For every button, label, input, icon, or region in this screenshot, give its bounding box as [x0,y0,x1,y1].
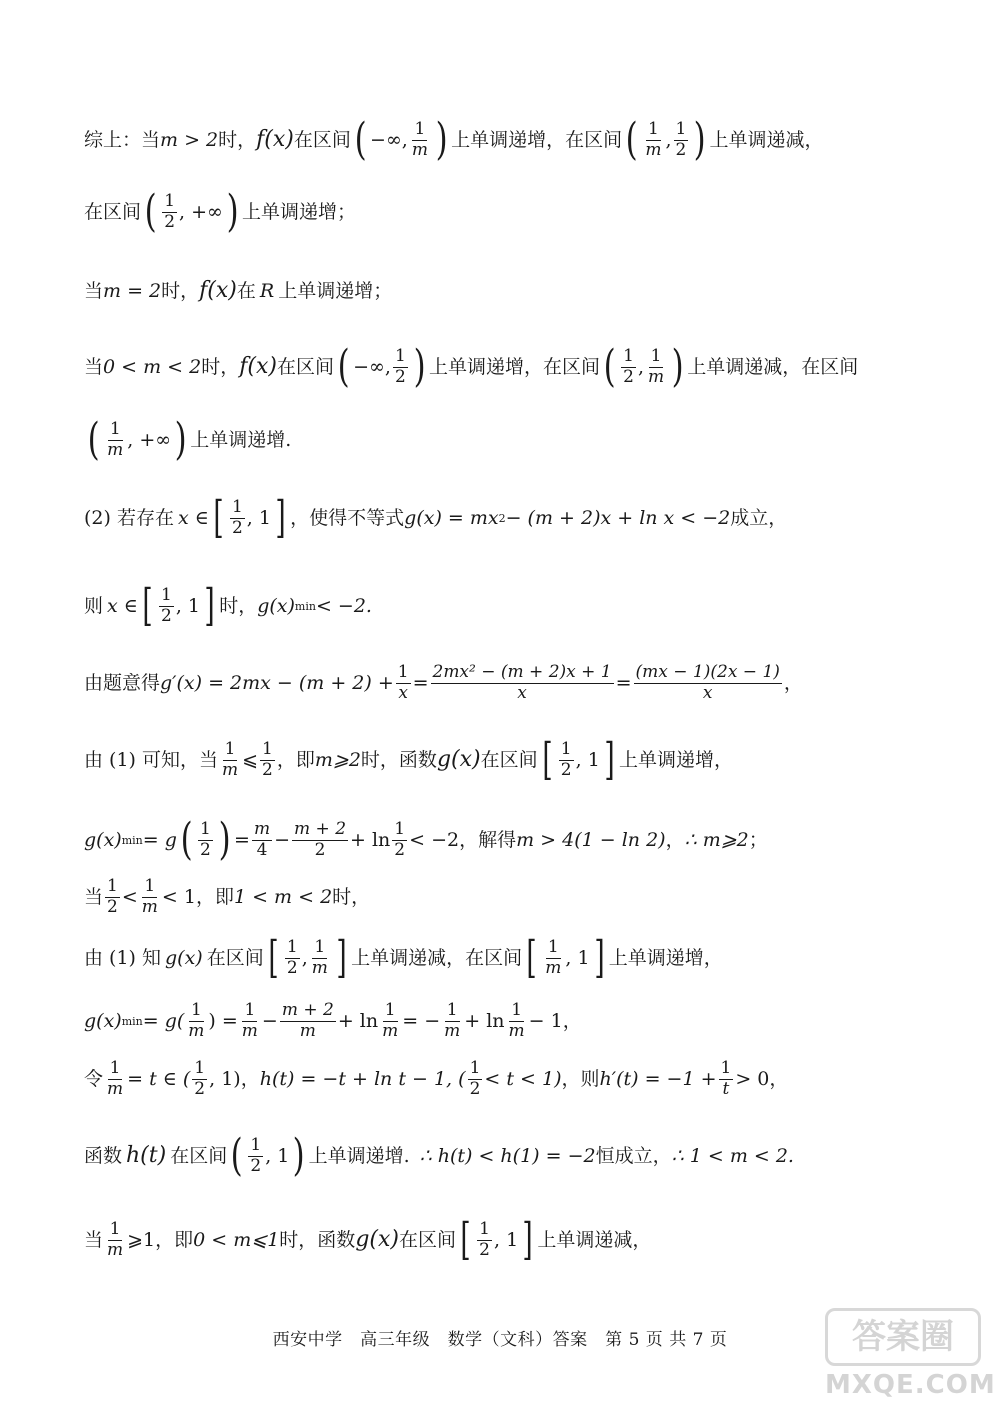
line-case2-mono [84,932,723,983]
math: = g [142,828,177,851]
math: , +∞ [179,200,223,223]
bracket-left: [ [142,580,153,631]
math: m = 2 [103,279,162,302]
math: 0 < m⩽1 [193,1228,280,1251]
paren-right: ) [671,341,684,392]
bracket-right: ] [204,580,215,631]
text: 由题意得 [84,671,161,694]
math: = t ∈ ( [127,1067,191,1090]
math: f(x) [199,278,237,303]
math: , 1) [209,1067,241,1090]
line-part2-then [84,580,372,631]
line-case2 [84,878,370,917]
subscript: min [121,833,143,847]
math: g(x) [84,828,122,851]
fraction: $\frac{1}{m}$ [107,1218,124,1260]
text: 上单调递增. [308,1144,410,1167]
text: ，解得 [459,828,517,851]
math: m > 4(1 − ln 2) [516,828,666,851]
fraction: $\frac{1}{2}$ [200,818,211,860]
text: 当 [84,885,104,908]
bracket-left: [ [542,734,553,785]
text: ， [769,1067,789,1090]
text: 上单调递减， [709,128,824,151]
text: 成立， [730,506,788,529]
math: ) = [208,1009,238,1032]
text: 则 [84,594,104,617]
math: , 1 [575,748,600,771]
fraction: $\frac{1}{m}$ [107,1058,124,1099]
subscript: min [294,599,316,613]
paren-left: ( [230,1130,243,1181]
math: h(t) = −t + ln t − 1, ( [259,1067,466,1090]
math: g(x) [165,946,203,969]
line-summary-2 [84,186,357,237]
text: 在区间 [293,128,351,151]
math: g′(x) = 2mx − (m + 2) + [160,671,394,694]
paren-left: ( [180,814,193,865]
bracket-right: ] [275,492,286,543]
line-substitution [84,1060,788,1099]
math: R [259,279,275,302]
fraction: $\frac{m + 2}{m}$ [281,1000,334,1041]
text: 时， [332,885,371,908]
math: − [261,1009,278,1032]
bracket-left: [ [526,932,537,983]
text: ， [783,671,803,694]
watermark-badge: 答案圈 [825,1308,981,1366]
fraction: $\frac{1}{m}$ [382,1000,399,1041]
subscript: min [121,1014,143,1028]
math: = − [402,1009,441,1032]
line-case2-min [84,1002,582,1041]
text: 时，函数 [360,748,437,771]
fraction: $\frac{m}{4}$ [253,818,271,860]
line-summary-5 [84,414,292,465]
fraction: $\frac{1}{m}$ [411,118,428,160]
paren-left: ( [144,186,157,237]
text: 上单调递增， [608,946,723,969]
math: 1 < m < 2 [233,885,333,908]
line-summary-1 [84,114,824,165]
fraction: $\frac{1}{t}$ [720,1058,732,1099]
math: f(x) [256,127,294,152]
math: g(x) [257,594,295,617]
text: ， [562,1009,582,1032]
math: = g( [142,1009,185,1032]
superscript: 2 [498,511,506,525]
text: 综上：当 [84,128,161,151]
math: , +∞ [127,428,172,451]
paren-left: ( [354,114,367,165]
fraction: $\frac{1}{2}$ [107,876,118,917]
math: ∴ m⩾2 [684,828,749,851]
fraction: $\frac{1}{2}$ [250,1134,262,1176]
paren-left: ( [337,341,350,392]
text: ，即 [155,1228,194,1251]
fraction: $\frac{1}{2}$ [623,345,634,387]
math: 0 < m < 2 [103,355,202,378]
line-case1 [84,734,733,785]
text: 时， [161,279,200,302]
fraction: $\frac{1}{2}$ [161,584,172,626]
math: + ln [350,828,391,851]
fraction: $\frac{(mx - 1)(2x - 1)}{x}$ [635,662,780,703]
math: g(x) [355,1227,399,1252]
text: 上单调递增. [190,428,292,451]
math: = [412,671,429,694]
text: 在区间 [84,200,142,223]
math: − [274,828,291,851]
text: 上单调递增； [278,279,393,302]
math: > 0 [735,1067,770,1090]
fraction: $\frac{1}{m}$ [645,118,662,160]
math: = [234,828,250,851]
text: ； [748,828,768,851]
text: 上单调递增，在区间 [428,355,600,378]
bracket-right: ] [593,932,605,983]
text: 在区间 [206,946,264,969]
text: 令 [84,1067,104,1090]
text: 时， [218,128,257,151]
fraction: $\frac{1}{2}$ [479,1218,490,1260]
fraction: $\frac{1}{x}$ [397,662,409,703]
paren-left: ( [603,341,616,392]
math: < [121,885,138,908]
math: , 1 [493,1228,519,1251]
text: 当 [84,355,104,378]
paren-right: ) [292,1130,305,1181]
watermark-logo [825,1308,996,1404]
text: ，使得不等式 [290,506,405,529]
text: ，则 [561,1067,600,1090]
fraction: $\frac{1}{2}$ [560,738,572,780]
bracket-left: [ [268,932,279,983]
math: + ln [464,1009,505,1032]
math: < t < 1) [484,1067,562,1090]
text: 上单调递减， [537,1228,652,1251]
math: h(t) [126,1143,167,1168]
text: ，即 [276,748,315,771]
fraction: $\frac{1}{2}$ [286,936,298,978]
math: < 1 [161,885,196,908]
text: 在区间 [398,1228,456,1251]
bracket-right: ] [336,932,347,983]
line-derivative [84,664,803,703]
text: 上单调递减，在区间 [687,355,859,378]
text: 上单调递增，在区间 [451,128,623,151]
fraction: $\frac{1}{2}$ [394,345,406,387]
fraction: $\frac{1}{2}$ [231,496,243,538]
text: (2) 若存在 [84,506,174,529]
fraction: $\frac{1}{m}$ [444,1000,461,1041]
paren-left: ( [625,114,638,165]
paren-right: ) [226,186,239,237]
line-summary-3 [84,280,392,302]
text: 时， [219,594,258,617]
text: 时，函数 [279,1228,356,1251]
math: , 1 [175,594,201,617]
math: −∞, [353,355,391,378]
math: , 1 [565,946,590,969]
text: ， [240,1067,260,1090]
fraction: $\frac{m + 2}{2}$ [294,818,347,860]
math: < −2. [315,594,372,617]
math: < −2 [409,828,460,851]
math: h′(t) = −1 + [599,1067,717,1090]
text: ，即 [195,885,234,908]
text: 恒成立， [595,1144,672,1167]
page-footer: 西安中学 高三年级 数学（文科）答案 第 5 页 共 7 页 [272,1330,728,1350]
math: , 1 [246,506,271,529]
math: g(x) [84,1009,122,1032]
fraction: $\frac{1}{m}$ [508,1000,525,1041]
fraction: $\frac{1}{m}$ [141,876,158,917]
math: −∞, [370,128,408,151]
paren-left: ( [87,414,100,465]
text: 在 [236,279,256,302]
text: 在区间 [276,355,334,378]
math: m⩾2 [314,748,361,771]
text: 函数 [84,1144,123,1167]
fraction: $\frac{1}{m}$ [648,345,665,387]
fraction: $\frac{1}{2}$ [394,818,406,860]
line-part2-intro [84,492,788,543]
bracket-right: ] [604,734,615,785]
fraction: $\frac{1}{2}$ [164,190,176,232]
math: , 1 [265,1144,290,1167]
fraction: $\frac{1}{m}$ [241,1000,258,1041]
watermark-url: MXQE.COM [825,1370,996,1400]
math: ⩾1 [127,1228,156,1251]
fraction: $\frac{1}{m}$ [107,418,124,460]
line-case1-min [84,814,768,865]
math: m > 2 [160,128,219,151]
math: f(x) [239,354,277,379]
fraction: $\frac{1}{m}$ [311,936,328,978]
math: ⩽ [242,748,259,771]
paren-right: ) [435,114,448,165]
bracket-right: ] [522,1214,533,1265]
text: 上单调递减，在区间 [351,946,523,969]
text: 上单调递增， [618,748,733,771]
fraction: $\frac{\text{2mx² − (m + 2)x + 1}}{x}$ [432,662,612,703]
math: − 1 [528,1009,563,1032]
text: 由 (1) 知 [84,946,161,969]
math: ∴ h(t) < h(1) = −2 [419,1144,596,1167]
math: x ∈ [107,594,138,617]
fraction: $\frac{1}{2}$ [194,1058,206,1099]
text: 上单调递增； [242,200,357,223]
text: ， [665,828,685,851]
fraction: $\frac{1}{2}$ [262,738,273,780]
paren-right: ) [174,414,187,465]
text: 在区间 [170,1144,228,1167]
line-summary-4 [84,341,859,392]
line-case3 [84,1214,652,1265]
math: − (m + 2)x + ln x < −2 [505,506,731,529]
text: 当 [84,1228,104,1251]
fraction: $\frac{1}{m}$ [188,1000,205,1041]
line-h-monotone [84,1130,794,1181]
math: , [637,355,644,378]
text: 当 [84,279,104,302]
bracket-left: [ [460,1214,471,1265]
math: g(x) = mx [404,506,499,529]
paren-right: ) [218,814,231,865]
math: ∴ 1 < m < 2. [671,1144,794,1167]
fraction: $\frac{1}{m}$ [545,936,562,978]
text: 在区间 [480,748,538,771]
math: , [665,128,672,151]
paren-right: ) [693,114,706,165]
math: , [301,946,308,969]
text: 由 (1) 可知，当 [84,748,218,771]
fraction: $\frac{1}{2}$ [675,118,687,160]
math: + ln [337,1009,379,1032]
text: 时， [201,355,240,378]
math: = [615,671,632,694]
fraction: $\frac{1}{2}$ [469,1058,481,1099]
fraction: $\frac{1}{m}$ [222,738,239,780]
math: x ∈ [177,506,209,529]
math: g(x) [436,747,481,772]
bracket-left: [ [213,492,224,543]
paren-right: ) [413,341,426,392]
